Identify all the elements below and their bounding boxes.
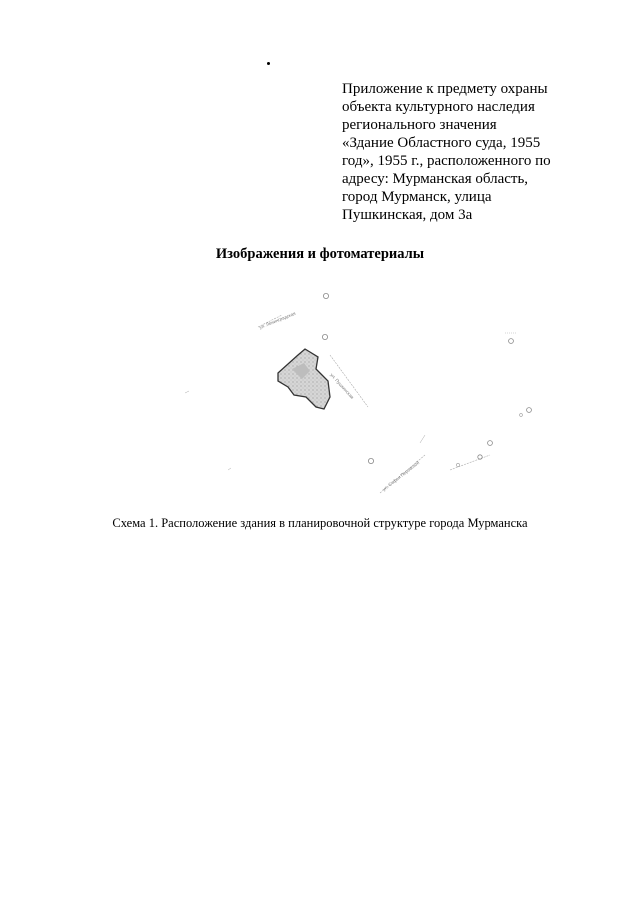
marker-circle-icon <box>322 334 327 339</box>
building-footprint <box>278 349 330 409</box>
appendix-line: «Здание Областного суда, 1955 <box>342 135 541 151</box>
marker-circle-icon <box>323 293 328 298</box>
appendix-line: Пушкинская, дом 3а <box>342 207 473 223</box>
street-label: ул. Ленинградская <box>258 310 297 330</box>
street-label: ул. Пушкинская <box>329 372 355 400</box>
stray-dot <box>267 62 270 65</box>
marker-circle-icon <box>456 463 459 466</box>
marker-circle-icon <box>509 339 514 344</box>
figure-caption: Схема 1. Расположение здания в планировочной структуре города Мурманска <box>112 516 528 530</box>
marker-circle-icon <box>488 441 493 446</box>
marker-circle-icon <box>478 455 482 459</box>
appendix-note <box>342 80 572 224</box>
appendix-line: объекта культурного наследия <box>342 99 535 115</box>
appendix-line: Приложение к предмету охраны <box>342 81 548 97</box>
appendix-line: адресу: Мурманская область, <box>342 171 529 187</box>
street-line <box>185 391 189 393</box>
marker-circle-icon <box>527 408 532 413</box>
location-scheme-map <box>180 285 540 505</box>
appendix-line: город Мурманск, улица <box>342 189 492 205</box>
marker-circle-icon <box>520 414 523 417</box>
appendix-line: регионального значения <box>342 117 497 133</box>
street-line <box>450 455 490 470</box>
street-line <box>228 468 231 470</box>
appendix-line: год», 1955 г., расположенного по <box>342 153 551 169</box>
section-title: Изображения и фотоматериалы <box>215 246 425 262</box>
street-label: ул. Софьи Перовской <box>381 460 421 492</box>
street-line <box>420 435 425 443</box>
marker-circle-icon <box>368 458 373 463</box>
